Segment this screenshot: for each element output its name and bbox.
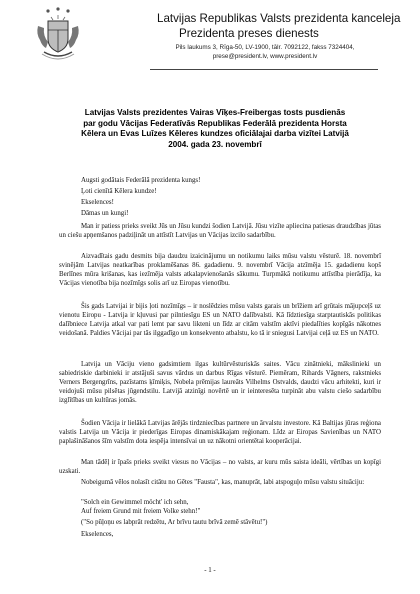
body-paragraph: Aizvadītais gadu desmits bija daudzu izaicinājumu un notikumu laiks mūsu valstu vēsturē. 18. novembrī svinējām Latvijas neatkarības proklamēšanas 86. gadadienu. 9. novembrī Vācija atzīmēja 15. gadadienu kopš Berlīnes mūra krišanas, kas iezīmēja valsts atkalapvienošanās sākumu. Turpmākā notikumu attīstība pierādīja, ka Vācijas vienotība bija nozīmīgs solis arī uz Eiropas vienotību.	[59, 253, 381, 287]
title-line4: 2004. gada 23. novembrī	[168, 139, 262, 149]
greeting-line: Ekselences!	[81, 199, 114, 206]
org-address	[150, 43, 380, 61]
body-paragraph: Nobeigumā vēlos nolasīt citātu no Gētes "Fausta", kas, manuprāt, labi atspoguļo mūsu valstu situāciju:	[81, 479, 365, 486]
org-name	[157, 11, 400, 41]
quote-line: Auf freiem Grund mit freiem Volke stehn!"	[81, 508, 201, 515]
latvia-coat-of-arms-icon	[34, 6, 82, 62]
body-paragraph: Latvija un Vāciju vieno gadsimtiem ilgas kultūrvēsturiskās saites. Vācu zinātnieki, mākslinieki un sabiedriskie darbinieki ir atstājuši savus vārdus un darbus Rīgas vēsturē. Piemēram, Rihards Vāgners, rakstnieks Verners Bergengrīns, pazīstams ķīmiķis, Nobela prēmijas laureāts Vilhelms Ostvalds, daudzi vācu arhitekti, kuri ir veidojuši mūsu pilsētas jūgendstilu. Latvijā atzinīgi novērtē un ir ieinteresēta turpināt abu valstu ciešo sadarbību izglītības un kultūras jomās.	[59, 361, 381, 404]
greeting-line: Dāmas un kungi!	[81, 210, 129, 217]
body-paragraph: Man tādēļ ir īpašs prieks sveikt viesus no Vācijas – no valsts, ar kuru mūs saista ideāli, vērtības un kopīgi uzskati.	[59, 459, 381, 475]
quote-translation: ("So pūļoņu es labprāt redzētu, Ar brīvu tautu brīvā zemē stāvētu!")	[81, 519, 268, 526]
body-paragraph: Man ir patiess prieks sveikt Jūs un Jūsu kundzi šodien Latvijā. Jūsu vizīte apliecina patiesas draudzības jūtas un ciešu apņemšanos padziļināt un attīstīt Latvijas un Vācijas izcilo sadarbību.	[59, 223, 381, 239]
body-paragraph: Šis gads Latvijai ir bijis ļoti nozīmīgs – ir noslēdzies mūsu valsts garais un brīžiem arī grūtais mājupceļš uz vienotu Eiropu - Latvija ir kļuvusi par pilntiesīgu ES un NATO dalībvalsti. Kā līdztiesīga starptautiskās politikas dalībniece Latvija atkal var pati lemt par savu likteni un līdz ar citām valstīm aktīvi piedalīties kopīgās nākotnes veidošanā. Paldies Vācijai par tās ilggadīgo un konsekvento atbalstu, ko tā ir sniegusi Latvijai ceļā uz ES un NATO.	[59, 303, 381, 337]
org-name-line1: Latvijas Republikas Valsts prezidenta kanceleja	[157, 12, 401, 25]
greeting-line: Ļoti cienītā Kēlera kundze!	[81, 188, 157, 195]
letterhead	[0, 0, 420, 100]
document-title	[54, 108, 376, 150]
org-name-line2: Prezidenta preses dienests	[179, 27, 319, 40]
closing-salutation: Ekselences,	[81, 531, 114, 538]
quote-line: "Solch ein Gewimmel möcht' ich sehn,	[81, 499, 189, 506]
greeting-line: Augsti godātais Federālā prezidenta kungs!	[81, 177, 201, 184]
body-paragraph: Šodien Vācija ir lielākā Latvijas ārējās tirdzniecības partnere un ārvalstu investore. Kā Baltijas jūras reģiona valstis Latvija un Vācija ir piederīgas Eiropas dinamiskākajam reģionam. Līdz ar Eiropas Savienības un NATO paplašināšanos šīm valstīm dota iespēja intensīvai un uz nākotni orientētai kooperācijai.	[59, 420, 381, 445]
header-divider	[150, 69, 378, 70]
address-line2: prese@president.lv, www.president.lv	[212, 53, 318, 60]
address-line1: Pils laukums 3, Rīga-50, LV-1900, tālr. 7092122, fakss 7324404,	[175, 44, 355, 51]
title-line1: Latvijas Valsts prezidentes Vairas Vīķes-Freibergas tosts pusdienās	[84, 108, 346, 117]
title-line2: par godu Vācijas Federatīvās Republikas Federālā prezidenta Horsta	[83, 118, 347, 128]
title-line3: Kēlera un Evas Luīzes Kēleres kundzes oficiālajai darba vizītei Latvijā	[81, 129, 349, 139]
page-number: - 1 -	[204, 567, 216, 574]
